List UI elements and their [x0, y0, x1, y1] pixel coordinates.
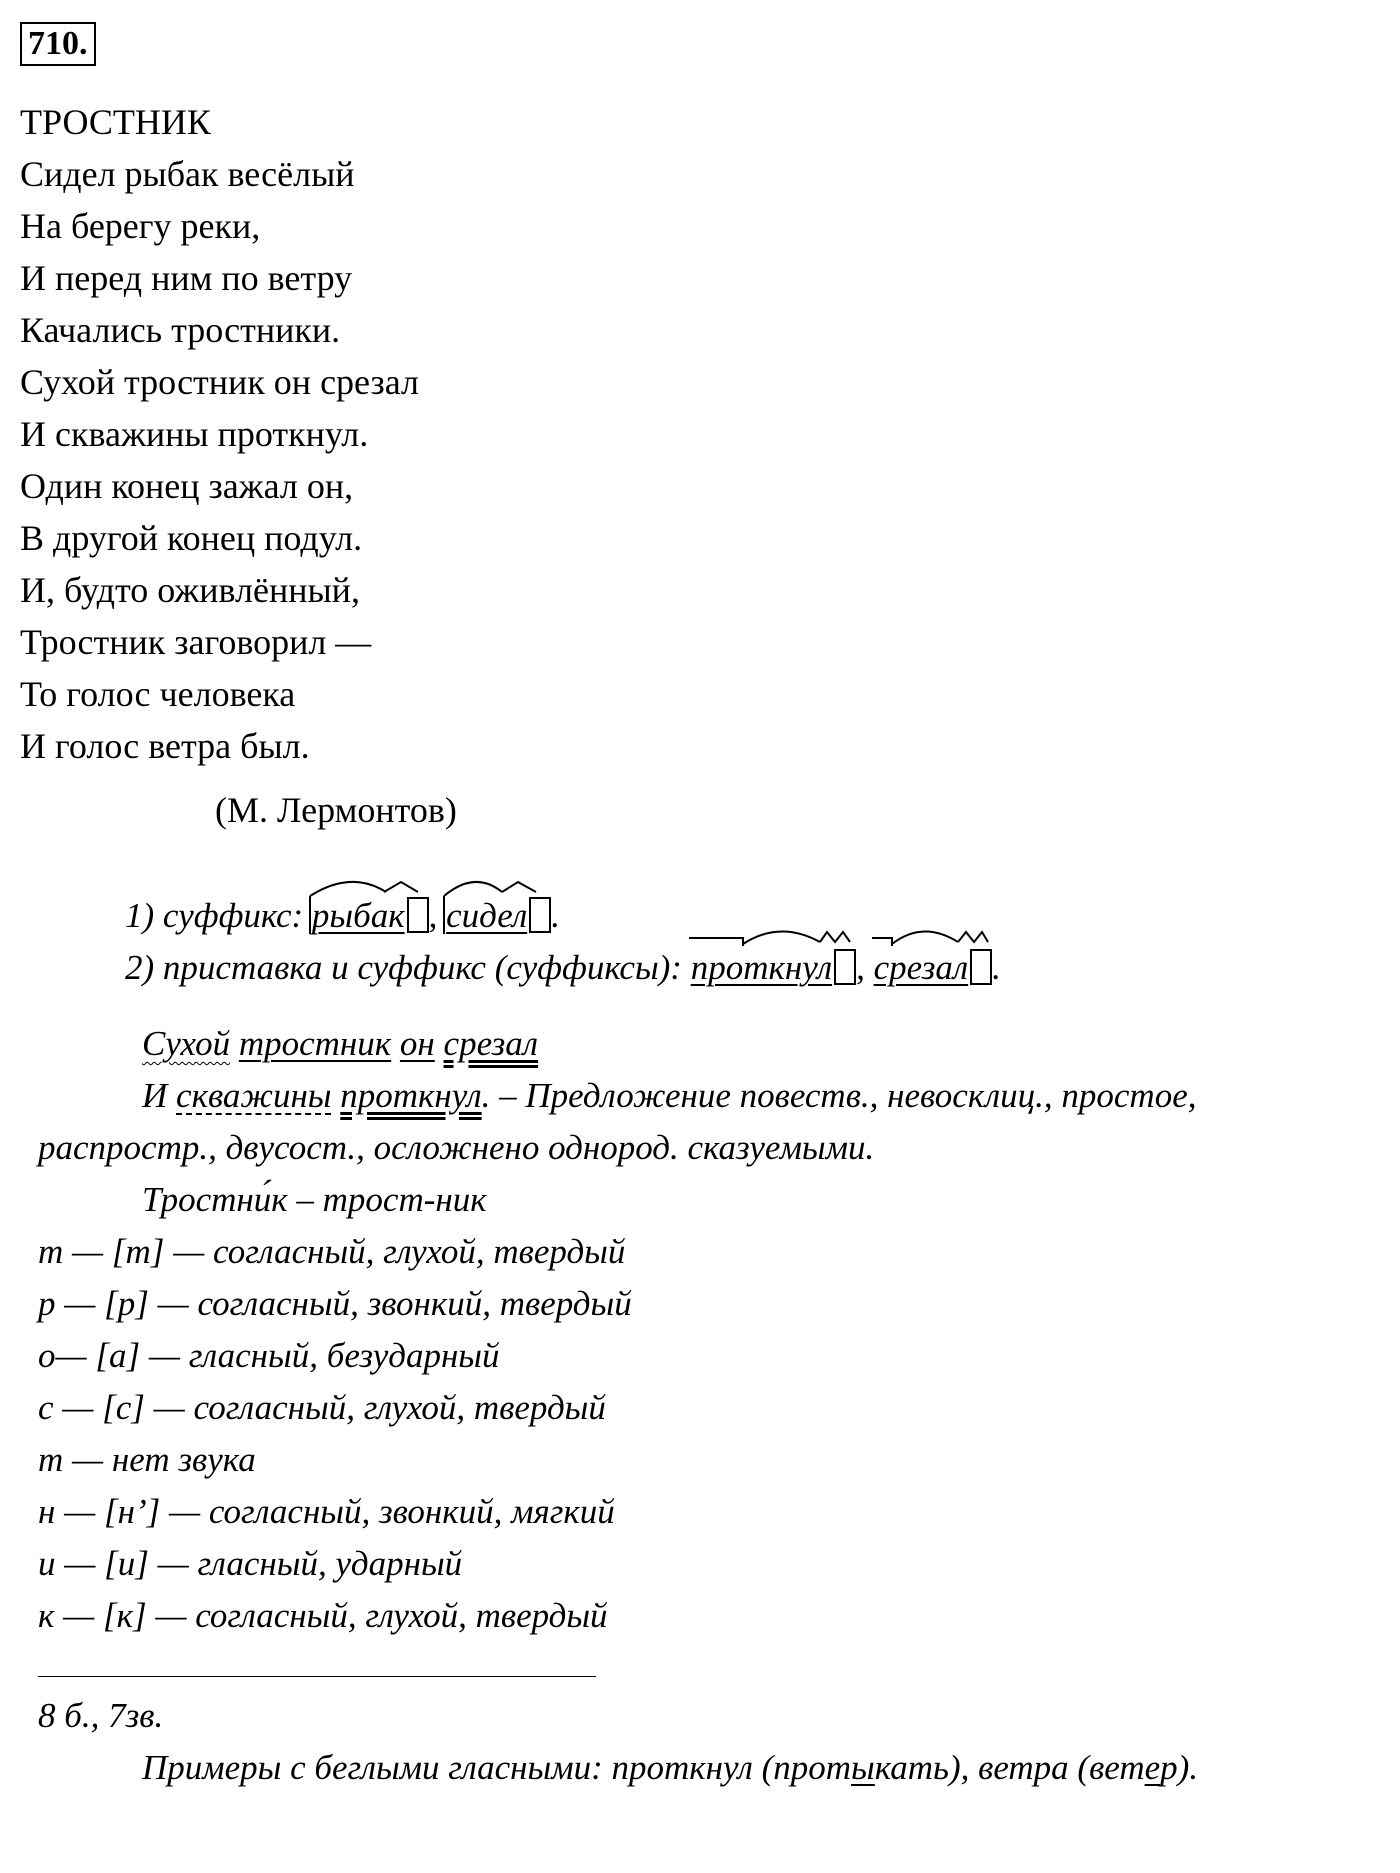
item2-label: 2) приставка и суффикс (суффиксы):	[125, 948, 682, 987]
root-suffix-marks	[440, 874, 560, 934]
analysis-item-2: 2) приставка и суффикс (суффиксы): проткнул , срезал .	[125, 948, 1001, 988]
item1-label: 1) суффикс:	[125, 896, 304, 935]
word-on: он	[399, 1024, 435, 1063]
poem-line: Сидел рыбак весёлый	[20, 154, 355, 194]
word-protknul: проткнул	[340, 1076, 482, 1115]
poem-line: Тростник заговорил —	[20, 622, 372, 662]
phonetic-row: р — [р] — согласный, звонкий, твердый	[38, 1284, 632, 1323]
poem-line: И голос ветра был.	[20, 726, 310, 766]
poem-line: Один конец зажал он,	[20, 466, 354, 506]
word-skvazhiny: скважины	[176, 1076, 332, 1115]
prefix-root-suffix-marks	[685, 926, 865, 986]
poem-line: И скважины проткнул.	[20, 414, 369, 454]
analysis-item-1: 1) суффикс: рыбак , сидел .	[125, 896, 560, 936]
phonetic-row: н — [н’] — согласный, звонкий, мягкий	[38, 1492, 615, 1531]
word-sukhoy: Сухой	[142, 1024, 231, 1063]
poem-line: Сухой тростник он срезал	[20, 362, 419, 402]
phonetic-row: и — [и] — гласный, ударный	[38, 1544, 463, 1583]
morph-word-srezal: срезал	[874, 948, 993, 988]
poem-line: И перед ним по ветру	[20, 258, 353, 298]
word-srezal: срезал	[443, 1024, 539, 1063]
phonetic-row: т — [т] — согласный, глухой, твердый	[38, 1232, 626, 1271]
poem-line: То голос человека	[20, 674, 296, 714]
parse-line-3: распростр., двусост., осложнено однород. сказуемыми.	[38, 1128, 875, 1167]
poem-title: ТРОСТНИК	[20, 102, 211, 142]
morph-word-sidel: сидел	[446, 896, 551, 936]
phonetic-row: с — [с] — согласный, глухой, твердый	[38, 1388, 606, 1427]
phonetic-row: к — [к] — согласный, глухой, твердый	[38, 1596, 608, 1635]
phonetic-row: о— [а] — гласный, безударный	[38, 1336, 500, 1375]
morph-word-rybak: рыбак	[312, 896, 429, 936]
poem-line: И, будто оживлённый,	[20, 570, 360, 610]
morph-word-protknul: проткнул	[691, 948, 856, 988]
poem-line: На берегу реки,	[20, 206, 261, 246]
prefix-root-suffix-marks	[868, 926, 1008, 986]
parse-line-1	[142, 1024, 538, 1064]
phonetic-header: Тростни́к – трост-ник	[142, 1180, 487, 1219]
phonetic-row: т — нет звука	[38, 1440, 256, 1479]
poem-line: В другой конец подул.	[20, 518, 363, 558]
word-trostnik: тростник	[238, 1024, 392, 1063]
footnote-examples: Примеры с беглыми гласными: проткнул (протыкать), ветра (ветер).	[142, 1748, 1199, 1787]
root-suffix-marks	[306, 874, 426, 934]
poem-author: (М. Лермонтов)	[215, 790, 457, 830]
parse-line-2: И скважины проткнул. – Предложение повеств., невосклиц., простое,	[142, 1076, 1197, 1115]
footnote-count: 8 б., 7зв.	[38, 1696, 164, 1735]
footnote-divider	[38, 1676, 596, 1677]
poem-line: Качались тростники.	[20, 310, 341, 350]
exercise-number: 710.	[20, 22, 96, 66]
